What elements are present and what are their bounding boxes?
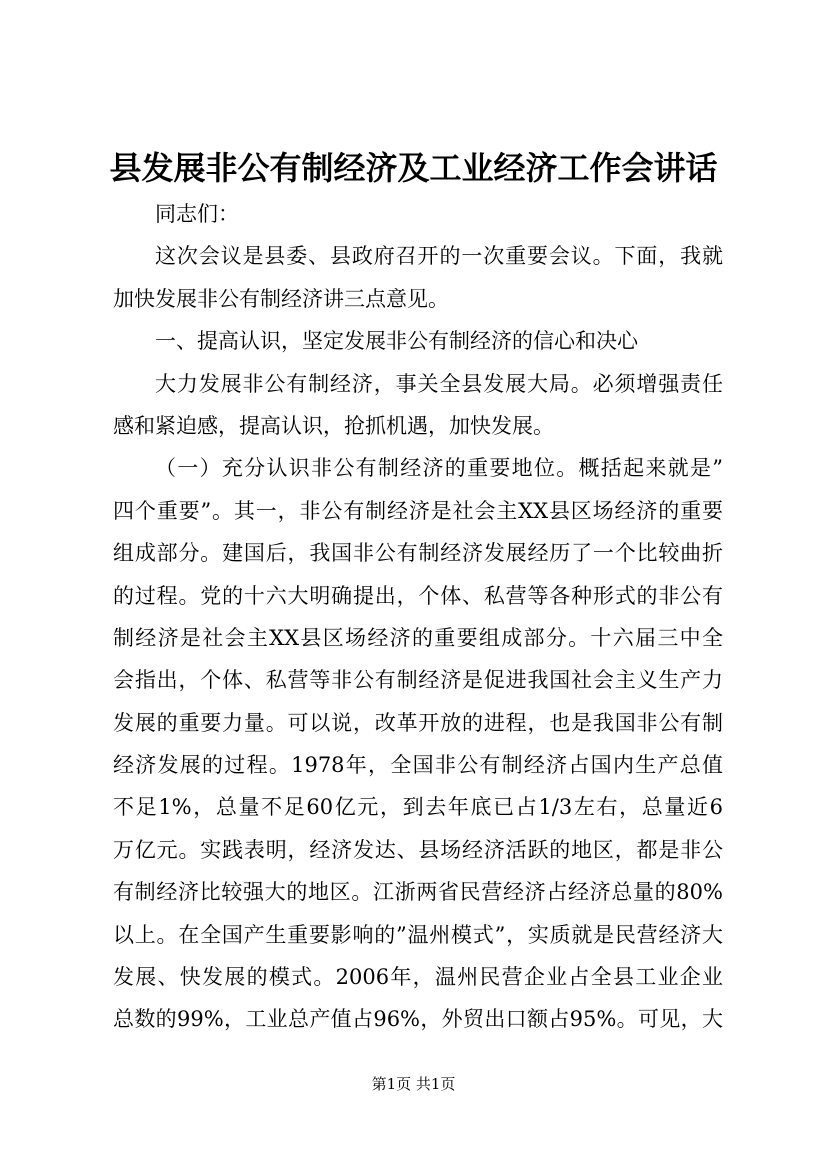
paragraph-line: 四个重要”。其一，非公有制经济是社会主XX县区场经济的重要 (113, 498, 723, 523)
paragraph-line: 这次会议是县委、县政府召开的一次重要会议。下面，我就 (155, 244, 723, 269)
paragraph-line: （一）充分认识非公有制经济的重要地位。概括起来就是” (155, 456, 723, 481)
paragraph-line: 有制经济比较强大的地区。江浙两省民营经济占经济总量的80% (113, 880, 723, 905)
page-footer: 第1页 共1页 (371, 1075, 456, 1093)
paragraph-line: 发展的重要力量。可以说，改革开放的进程，也是我国非公有制 (113, 710, 723, 735)
paragraph-line: 感和紧迫感，提高认识，抢抓机遇，加快发展。 (113, 413, 554, 438)
paragraph-line: 发展、快发展的模式。2006年，温州民营企业占全县工业企业 (113, 965, 723, 990)
paragraph-line: 不足1%，总量不足60亿元，到去年底已占1/3左右，总量近6 (113, 795, 723, 820)
document-body (113, 193, 723, 1041)
document-title: 县发展非公有制经济及工业经济工作会讲话 (109, 149, 718, 187)
paragraph-line: 大力发展非公有制经济，事关全县发展大局。必须增强责任 (155, 371, 723, 396)
paragraph-line: 加快发展非公有制经济讲三点意见。 (113, 286, 449, 311)
paragraph-line: 同志们： (155, 202, 239, 226)
paragraph-line: 组成部分。建国后，我国非公有制经济发展经历了一个比较曲折 (113, 541, 723, 566)
paragraph-line: 以上。在全国产生重要影响的”温州模式”，实质就是民营经济大 (113, 922, 723, 947)
paragraph-line: 制经济是社会主XX县区场经济的重要组成部分。十六届三中全 (113, 625, 723, 650)
section-heading: 一、提高认识，坚定发展非公有制经济的信心和决心 (155, 329, 638, 354)
paragraph-line: 万亿元。实践表明，经济发达、县场经济活跃的地区，都是非公 (113, 837, 723, 862)
paragraph-line: 总数的99%，工业总产值占96%，外贸出口额占95%。可见，大 (113, 1007, 723, 1032)
paragraph-line: 经济发展的过程。1978年，全国非公有制经济占国内生产总值 (113, 753, 723, 778)
paragraph-line: 的过程。党的十六大明确提出，个体、私营等各种形式的非公有 (113, 583, 723, 608)
paragraph-line: 会指出，个体、私营等非公有制经济是促进我国社会主义生产力 (113, 668, 723, 693)
